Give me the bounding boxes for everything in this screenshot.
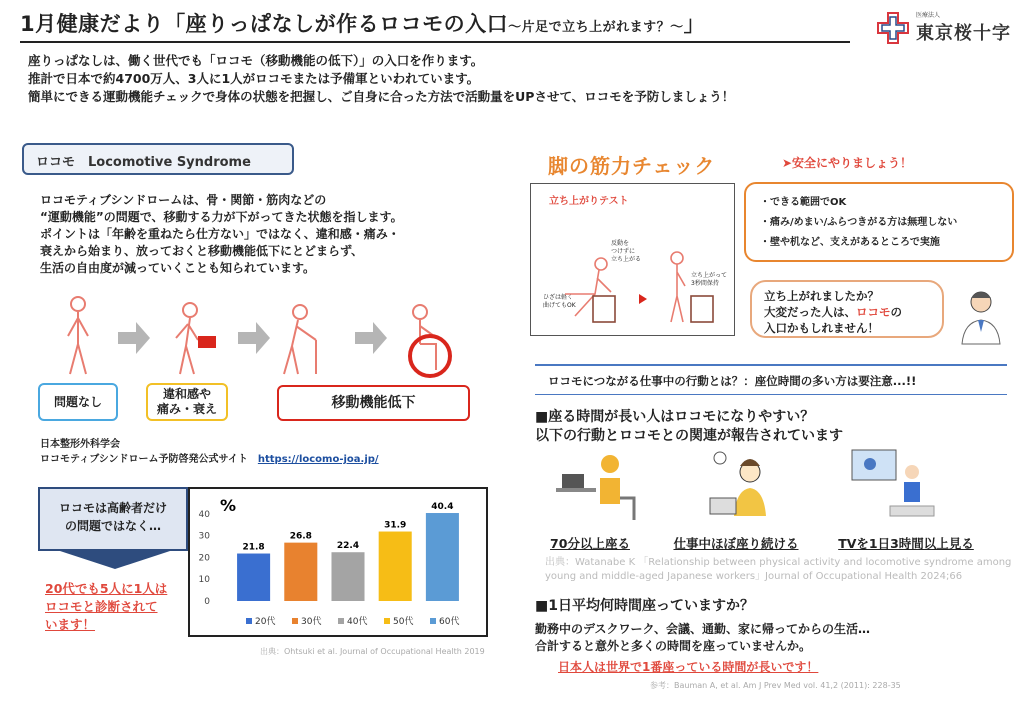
legend-label: 20代 xyxy=(255,617,276,627)
activity-tv-3h: TVを1日3時間以上見る xyxy=(838,536,974,551)
age-bar-chart-frame xyxy=(188,487,488,637)
legend-swatch xyxy=(292,618,298,624)
legend-label: 60代 xyxy=(439,617,460,627)
legend-swatch xyxy=(430,618,436,624)
chart-source: 出典：Ohtsuki et al. Journal of Occupational Health 2019 xyxy=(260,647,485,656)
data-label: 22.4 xyxy=(336,541,360,552)
hospital-logo: 医療法人 東京桜十字 xyxy=(876,10,1011,45)
locomo-source: 日本整形外科学会 ロコモティブシンドローム予防啓発公式サイト https://locomo-joa.jp/ xyxy=(40,439,379,465)
result-speech-bubble: 立ち上がれましたか？ 大変だった人は、ロコモの 入口かもしれません！ xyxy=(750,280,944,338)
activity-sit-all-day: 仕事中ほぼ座り続ける xyxy=(673,536,799,551)
legend-label: 30代 xyxy=(301,617,322,627)
locomo-url-link[interactable]: https://locomo-joa.jp/ xyxy=(257,454,379,465)
bar xyxy=(426,513,459,601)
young-locomo-note: 20代でも5人に1人は ロコモと診断されて います！ xyxy=(45,581,168,632)
locomo-badge: ロコモ Locomotive Syndrome xyxy=(22,143,294,175)
bar xyxy=(331,552,364,601)
stage-mobility-decline: 移動機能低下 xyxy=(277,385,470,421)
section-divider-top xyxy=(535,364,1007,366)
y-tick-label: 0 xyxy=(204,597,210,607)
y-axis-unit: % xyxy=(220,496,237,515)
safety-note: ➤安全にやりましょう！ xyxy=(782,156,913,170)
y-tick-label: 30 xyxy=(198,531,210,542)
sitting-heading: ■座る時間が長い人はロコモになりやすい？ 以下の行動とロコモとの関連が報告されています xyxy=(535,409,843,444)
page-subtitle: ～片足で立ち上がれます？～ xyxy=(508,20,684,35)
data-label: 40.4 xyxy=(431,502,454,513)
bar xyxy=(284,543,317,601)
locomo-stages-illustration xyxy=(30,292,480,387)
legend-swatch xyxy=(338,618,344,624)
down-arrow-icon xyxy=(60,551,170,571)
safety-tips-box: ・できる範囲でOK ・痛み/めまい/ふらつきがる方は無理しない ・壁や机など、支えがあるところで実施 xyxy=(744,182,1014,262)
legend-label: 50代 xyxy=(393,617,414,627)
japan-sitting-highlight: 日本人は世界で1番座っている時間が長いです！ xyxy=(558,660,819,674)
muscle-check-title: 脚の筋力チェック xyxy=(548,154,716,178)
intro-text: 座りっぱなしは、働く世代でも「ロコモ（移動機能の低下）」の入口を作ります。 推計で日本で約4700万人、3人に1人がロコモまたは予備軍といわれています。 簡単にできる運動機能チェックで身体の状態を把握し、ご自身に合った方法で活動量をUPさせて、ロコモを予防しましょう！ xyxy=(28,53,735,104)
title-divider xyxy=(20,41,850,43)
locomo-description: ロコモティブシンドロームは、骨・関節・筋肉などの “運動機能”の問題で、移動する力が下がってきた状態を指します。 ポイントは「年齢を重ねたら仕方ない」ではなく、違和感・痛み・ 衰えから始まり、放っておくと移動機能低下にとどまらず、 生活の自由度が減っていくことも知られています。 xyxy=(40,193,403,275)
section-divider-bottom xyxy=(535,394,1007,395)
page-title: 1月健康だより「座りっぱなしが作るロコモの入口～片足で立ち上がれます？～」 xyxy=(20,12,706,36)
y-tick-label: 10 xyxy=(198,575,210,586)
legend-swatch xyxy=(246,618,252,624)
age-bar-chart xyxy=(190,489,486,635)
tv-watching-illustration xyxy=(848,446,938,528)
daily-sitting-text: 勤務中のデスクワーク、会議、通勤、家に帰ってからの生活… 合計すると意外と多くの時間を座っていませんか。 xyxy=(535,622,871,653)
stand-up-figures xyxy=(541,244,731,334)
y-tick-label: 40 xyxy=(198,509,210,520)
work-question: ロコモにつながる仕事中の行動とは？：座位時間の多い方は要注意...!! xyxy=(548,374,917,388)
bauman-reference: 参考：Bauman A, et al. Am J Prev Med vol. 41,2 (2011): 228-35 xyxy=(650,681,901,690)
data-label: 26.8 xyxy=(289,531,312,542)
work-source: 出典：Watanabe K 「Relationship between physical activity and locomotive syndrome among young and middle-aged Japanese workers」Journal of Occupational Health 2024;66 xyxy=(545,557,1012,582)
desk-sitting-illustration xyxy=(548,448,643,528)
annotation-no-momentum: 反動を つけずに 立ち上がる xyxy=(611,240,642,263)
legend-swatch xyxy=(384,618,390,624)
stage-discomfort: 違和感や 痛み・衰え xyxy=(146,383,228,421)
legend-label: 40代 xyxy=(347,617,368,627)
stand-up-test-box: 立ち上がりテスト ひざは軽く 曲げてもOK 反動を つけずに 立ち上がる 立ち上がって 3秒間保持 xyxy=(530,183,735,336)
doctor-icon xyxy=(956,288,1006,346)
activity-sit-70min: 70分以上座る xyxy=(550,536,630,551)
data-label: 31.9 xyxy=(384,520,407,531)
bar xyxy=(379,532,412,601)
annotation-knee: ひざは軽く 曲げてもOK xyxy=(543,294,576,309)
annotation-hold: 立ち上がって 3秒間保持 xyxy=(691,272,728,287)
phone-work-illustration xyxy=(700,446,795,528)
bar xyxy=(237,554,270,601)
y-tick-label: 20 xyxy=(198,553,210,564)
data-label: 21.8 xyxy=(242,542,265,553)
elderly-only-callout: ロコモは高齢者だけ の問題ではなく… xyxy=(38,487,188,551)
stage-no-problem: 問題なし xyxy=(38,383,118,421)
daily-sitting-heading: ■1日平均何時間座っていますか？ xyxy=(535,598,754,614)
cross-logo-icon xyxy=(876,11,910,45)
